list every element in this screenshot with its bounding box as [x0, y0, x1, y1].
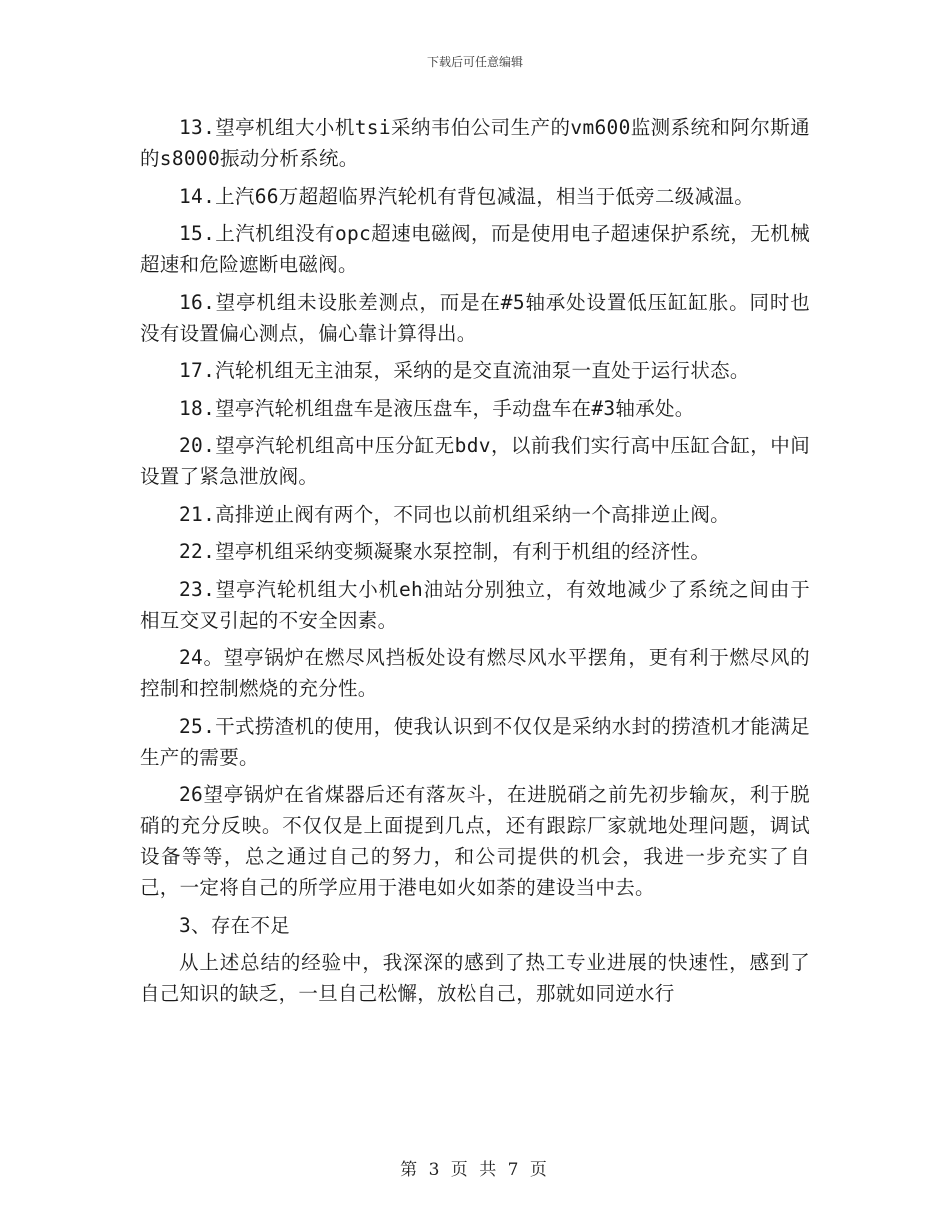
document-body — [140, 112, 810, 1016]
paragraph-22: 22.望亭机组采纳变频凝聚水泵控制，有利于机组的经济性。 — [179, 540, 711, 563]
paragraph-24: 24。望亭锅炉在燃尽风挡板处设有燃尽风水平摆角，更有利于燃尽风的控制和控制燃烧的充分性。 — [140, 646, 810, 700]
page-number: 第 3 页 共 7 页 — [400, 1160, 550, 1180]
paragraph-26: 26望亭锅炉在省煤器后还有落灰斗，在进脱硝之前先初步输灰，利于脱硝的充分反映。不仅仅是上面提到几点，还有跟踪厂家就地处理问题，调试设备等等，总之通过自己的努力，和公司提供的机会，我进一步充实了自己，一定将自己的所学应用于港电如火如荼的建设当中去。 — [140, 783, 810, 899]
paragraph-14: 14.上汽66万超超临界汽轮机有背包减温，相当于低旁二级减温。 — [179, 184, 754, 208]
section-heading-shortcomings: 3、存在不足 — [179, 913, 291, 937]
paragraph-23: 23.望亭汽轮机组大小机eh油站分别独立，有效地减少了系统之间由于相互交叉引起的不安全因素。 — [140, 577, 810, 632]
paragraph-15: 15.上汽机组没有opc超速电磁阀，而是使用电子超速保护系统，无机械超速和危险遮断电磁阀。 — [140, 222, 810, 276]
paragraph-16: 16.望亭机组未设胀差测点，而是在#5轴承处设置低压缸缸胀。同时也没有设置偏心测点，偏心靠计算得出。 — [140, 290, 810, 345]
paragraph-20: 20.望亭汽轮机组高中压分缸无bdv，以前我们实行高中压缸合缸，中间设置了紧急泄放阀。 — [140, 434, 810, 488]
paragraph-21: 21.高排逆止阀有两个，不同也以前机组采纳一个高排逆止阀。 — [179, 502, 730, 526]
paragraph-13: 13.望亭机组大小机tsi采纳韦伯公司生产的vm600监测系统和阿尔斯通的s8000振动分析系统。 — [140, 116, 810, 170]
paragraph-conclusion: 从上述总结的经验中，我深深的感到了热工专业进展的快速性，感到了自己知识的缺乏，一旦自己松懈，放松自己，那就如同逆水行 — [140, 951, 810, 1005]
paragraph-18: 18.望亭汽轮机组盘车是液压盘车，手动盘车在#3轴承处。 — [179, 396, 695, 420]
paragraph-25: 25.干式捞渣机的使用，使我认识到不仅仅是采纳水封的捞渣机才能满足生产的需要。 — [140, 714, 810, 769]
paragraph-17: 17.汽轮机组无主油泵，采纳的是交直流油泵一直处于运行状态。 — [179, 359, 750, 382]
page-header: 下载后可任意编辑 — [426, 55, 523, 69]
